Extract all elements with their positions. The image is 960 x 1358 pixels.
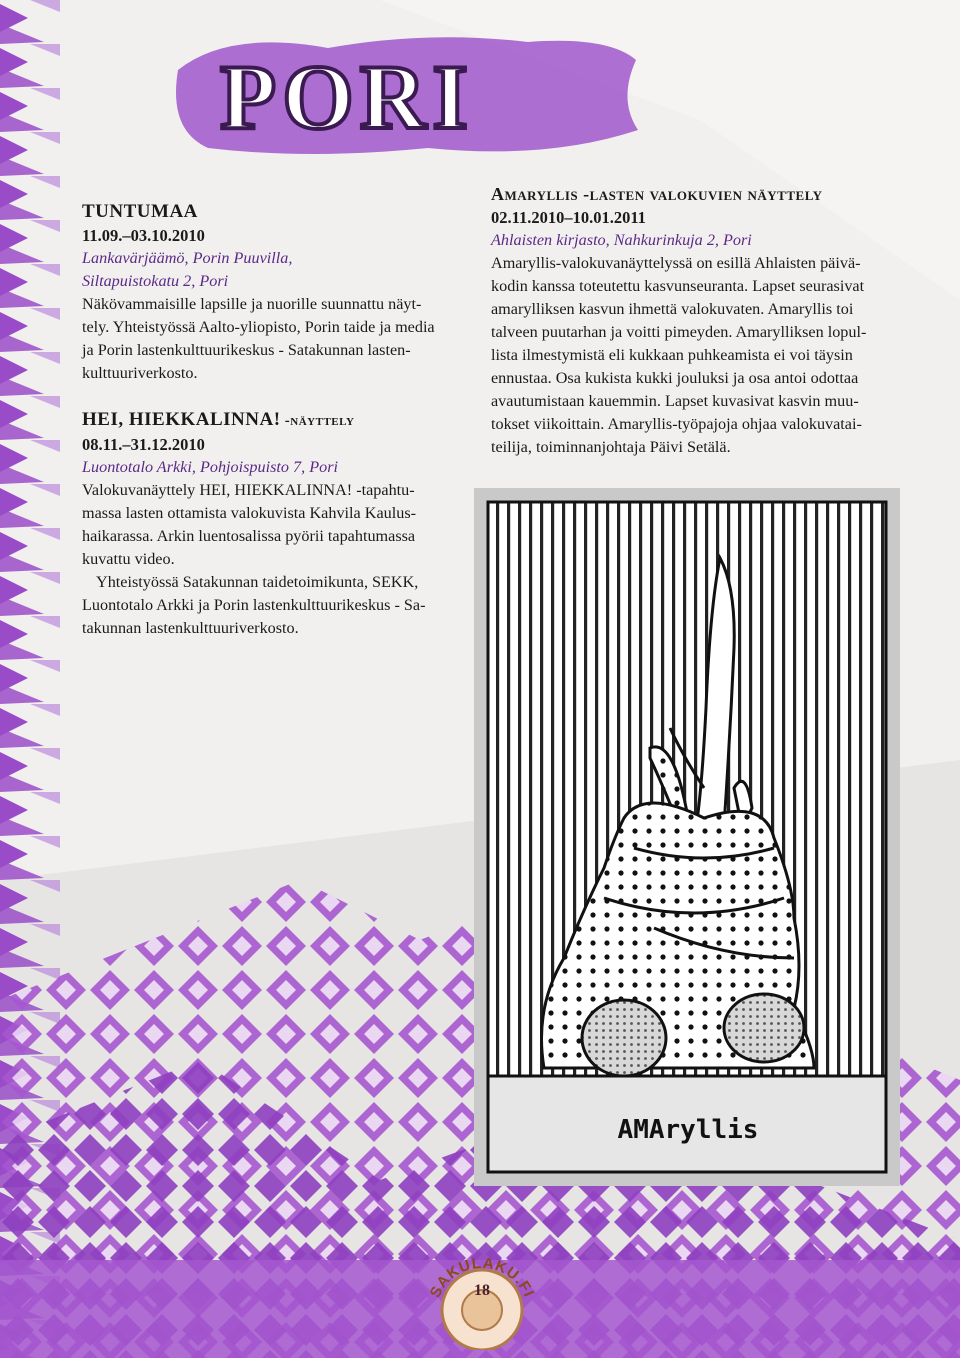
right-column xyxy=(491,182,911,459)
amaryllis-drawing xyxy=(474,488,900,1186)
event-title-text: HEI, HIEKKALINNA! xyxy=(82,409,281,430)
event-place-line: Ahlaisten kirjasto, Nahkurinkuja 2, Pori xyxy=(491,231,752,249)
event-description xyxy=(82,479,477,571)
event-date: 11.09.–03.10.2010 xyxy=(82,226,205,245)
event-description xyxy=(491,252,911,459)
event-place-line: Lankavärjäämö, Porin Puuvilla, xyxy=(82,249,293,267)
text-line: kodin kanssa toteutettu kasvunseuranta. Lapset seurasivat xyxy=(491,277,865,295)
text-line: tely. Yhteistyössä Aalto-yliopisto, Porin taide ja media xyxy=(82,318,435,336)
text-line: amarylliksen kasvun ihmettä valokuvaten. Amaryllis toi xyxy=(491,300,854,318)
logo-text: PORI xyxy=(220,46,474,148)
event-description xyxy=(82,293,477,385)
text-line: ja Porin lastenkulttuurikeskus - Satakunnan lasten- xyxy=(82,341,411,359)
text-line: Luontotalo Arkki ja Porin lastenkulttuurikeskus - Sa- xyxy=(82,596,426,614)
text-line: ennustaa. Osa kukista kukki jouluksi ja osa antoi odottaa xyxy=(491,369,859,387)
text-line: lista ilmestymistä eli kukkaan puhkeamista ei voi täysin xyxy=(491,346,853,364)
text-line: massa lasten ottamista valokuvista Kahvila Kaulus- xyxy=(82,504,417,522)
event-date: 02.11.2010–10.01.2011 xyxy=(491,208,646,227)
text-line: takunnan lastenkulttuuriverkosto. xyxy=(82,619,299,637)
text-line: avautumistaan kauemmin. Lapset kuvasivat kasvin muu- xyxy=(491,392,859,410)
event-hiekkalinna xyxy=(82,408,477,640)
text-line: Valokuvanäyttely HEI, HIEKKALINNA! -tapahtu- xyxy=(82,481,415,499)
text-line: haikarassa. Arkin luentosalissa pyörii tapahtumassa xyxy=(82,527,416,545)
text-line: talveen puutarhan ja voitti pimeyden. Amarylliksen lopul- xyxy=(491,323,867,341)
event-title: Amaryllis -lasten valokuvien näyttely xyxy=(491,184,823,204)
event-date: 08.11.–31.12.2010 xyxy=(82,435,205,454)
event-tuntumaa xyxy=(82,200,477,385)
drawing-label: AMAryllis xyxy=(617,1115,759,1145)
text-line: Yhteistyössä Satakunnan taidetoimikunta, SEKK, xyxy=(96,573,419,591)
event-place-line: Luontotalo Arkki, Pohjoispuisto 7, Pori xyxy=(82,458,339,476)
text-line: Amaryllis-valokuvanäyttelyssä on esillä Ahlaisten päivä- xyxy=(491,254,861,272)
text-line: kuvattu video. xyxy=(82,550,175,568)
event-title xyxy=(82,200,477,224)
page-number: 18 xyxy=(474,1282,490,1299)
text-line: teilija, toiminnanjohtaja Päivi Setälä. xyxy=(491,438,731,456)
text-line: kulttuuriverkosto. xyxy=(82,364,198,382)
text-line: tokset viikoittain. Amaryllis-työpajoja ohjaa valokuvatai- xyxy=(491,415,862,433)
text-line: Näkövammaisille lapsille ja nuorille suunnattu näyt- xyxy=(82,295,422,313)
event-credits xyxy=(82,571,477,640)
event-title xyxy=(82,408,477,433)
event-place-line: Siltapuistokatu 2, Pori xyxy=(82,272,229,290)
event-title-text: TUNTUMAA xyxy=(82,201,198,222)
badge-text: SAKULAKU.FI xyxy=(426,1254,538,1301)
left-column xyxy=(82,200,477,640)
pori-logo xyxy=(168,30,638,160)
event-title-suffix: -näyttely xyxy=(280,413,355,429)
